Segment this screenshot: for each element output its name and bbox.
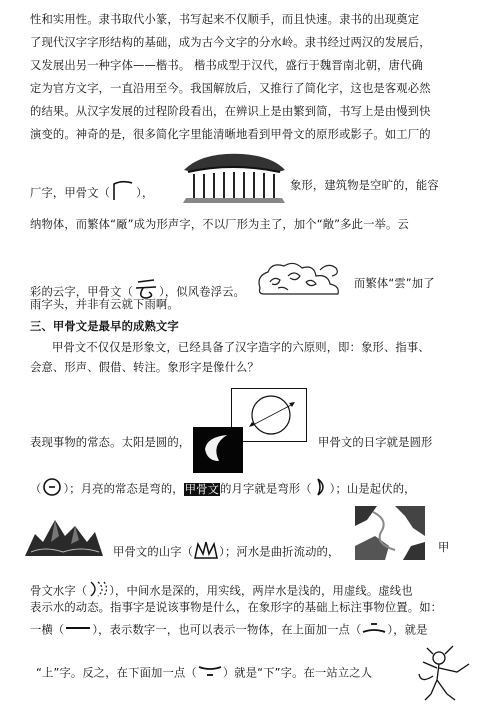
text-line: 了现代汉字字形结构的基础，成为古今文字的分水岭。隶书经过两汉的发展后， [30, 36, 431, 49]
oracle-yi-glyph-icon [64, 622, 92, 639]
text-line: 象形，建筑物是空旷的，能容 [290, 179, 439, 192]
oracle-chang-glyph-icon [110, 178, 136, 209]
text-line [30, 477, 416, 502]
oracle-ri-glyph-icon [41, 477, 63, 502]
text-span: “上”字。反之，在下面加一点（ [36, 666, 197, 680]
text-span: ），中间水是深的，用实线，两岸水是浅的，用虚线。虚线也 [109, 584, 413, 598]
oracle-yue-glyph-icon [312, 477, 330, 502]
text-span: ）；山是起伏的， [329, 482, 416, 496]
text-span: ）；河水是曲折流动的， [219, 545, 340, 559]
text-line: 纳物体，而繁体“厰”成为形声字，不以厂形为主了，加个“敞”多此一举。云 [30, 218, 409, 231]
text-span: ），就是 [387, 623, 428, 637]
text-line [36, 663, 372, 684]
oracle-shan-glyph-icon [193, 540, 219, 565]
text-line: 表示水的动态。指事字是说该事物是什么，在象形字的基础上标注事物位置。如： [30, 601, 443, 614]
text-span: 一横（ [30, 623, 65, 637]
text-line: 甲 [438, 541, 450, 554]
oracle-shang-glyph-icon [361, 620, 387, 641]
text-span: 厂字，甲骨文（ [30, 186, 111, 200]
text-span: 甲骨文的山字（ [113, 545, 194, 559]
river-landscape-image [355, 506, 425, 564]
text-line: 甲骨文不仅仅是形象文，已经具备了汉字造字的六原则，即：象形、指事、 [52, 341, 430, 354]
text-line: 会意、形声、假借、转注。象形字是像什么？ [30, 361, 259, 374]
text-span: 骨文水字（ [30, 584, 88, 598]
text-line: 又发展出另一种字体——楷书。 楷书成型于汉代，盛行于魏晋南北朝，唐代确 [30, 59, 423, 72]
text-span: ），表示数字一，也可以表示一物体，在上面加一点（ [92, 623, 362, 637]
text-line: 甲骨文的日字就是圆形 [318, 436, 433, 449]
text-line: 雨字头，并非有云就下雨啊。 [30, 298, 179, 311]
text-span: ）， [136, 186, 154, 200]
oracle-xia-glyph-icon [197, 663, 223, 684]
section-heading: 三、甲骨文是最早的成熟文字 [30, 320, 179, 333]
text-span: 彩的云字，甲骨文（ [30, 285, 134, 299]
text-line: 演变的。神奇的是，很多简化字里能清晰地看到甲骨文的原形或影子。如工厂的 [30, 128, 431, 141]
text-line [113, 540, 339, 565]
text-line: 表现事物的常态。太阳是圆的， [30, 436, 191, 449]
mountain-landscape-image [25, 512, 103, 562]
text-span: ），似风卷浮云。 [159, 285, 245, 299]
warrior-figure-image [413, 644, 473, 708]
text-span: ）就是“下”字。在一站立之人 [222, 666, 373, 680]
text-span: 甲骨文 [184, 482, 220, 496]
text-line: 而繁体“雲”加了 [354, 277, 435, 290]
ancient-building-image [182, 150, 287, 208]
text-line [30, 620, 428, 641]
crescent-moon-image [193, 427, 243, 477]
text-span: ）；月亮的常态是弯的， [63, 482, 184, 496]
text-span: 的月字就是弯形（ [220, 482, 312, 496]
text-span: （ [30, 482, 42, 496]
cloud-pattern-image [254, 258, 346, 304]
text-line [30, 178, 153, 209]
text-line: 性和实用性。隶书取代小篆，书写起来不仅顺手，而且快速。隶书的出现奠定 [30, 13, 420, 26]
text-line: 定为官方文字，一直沿用至今。我国解放后，又推行了简化字，这也是客观必然 [30, 82, 431, 95]
text-line: 的结果。从汉字发展的过程阶段看出，在辨识上是由繁到简，书写上是由慢到快 [30, 105, 431, 118]
